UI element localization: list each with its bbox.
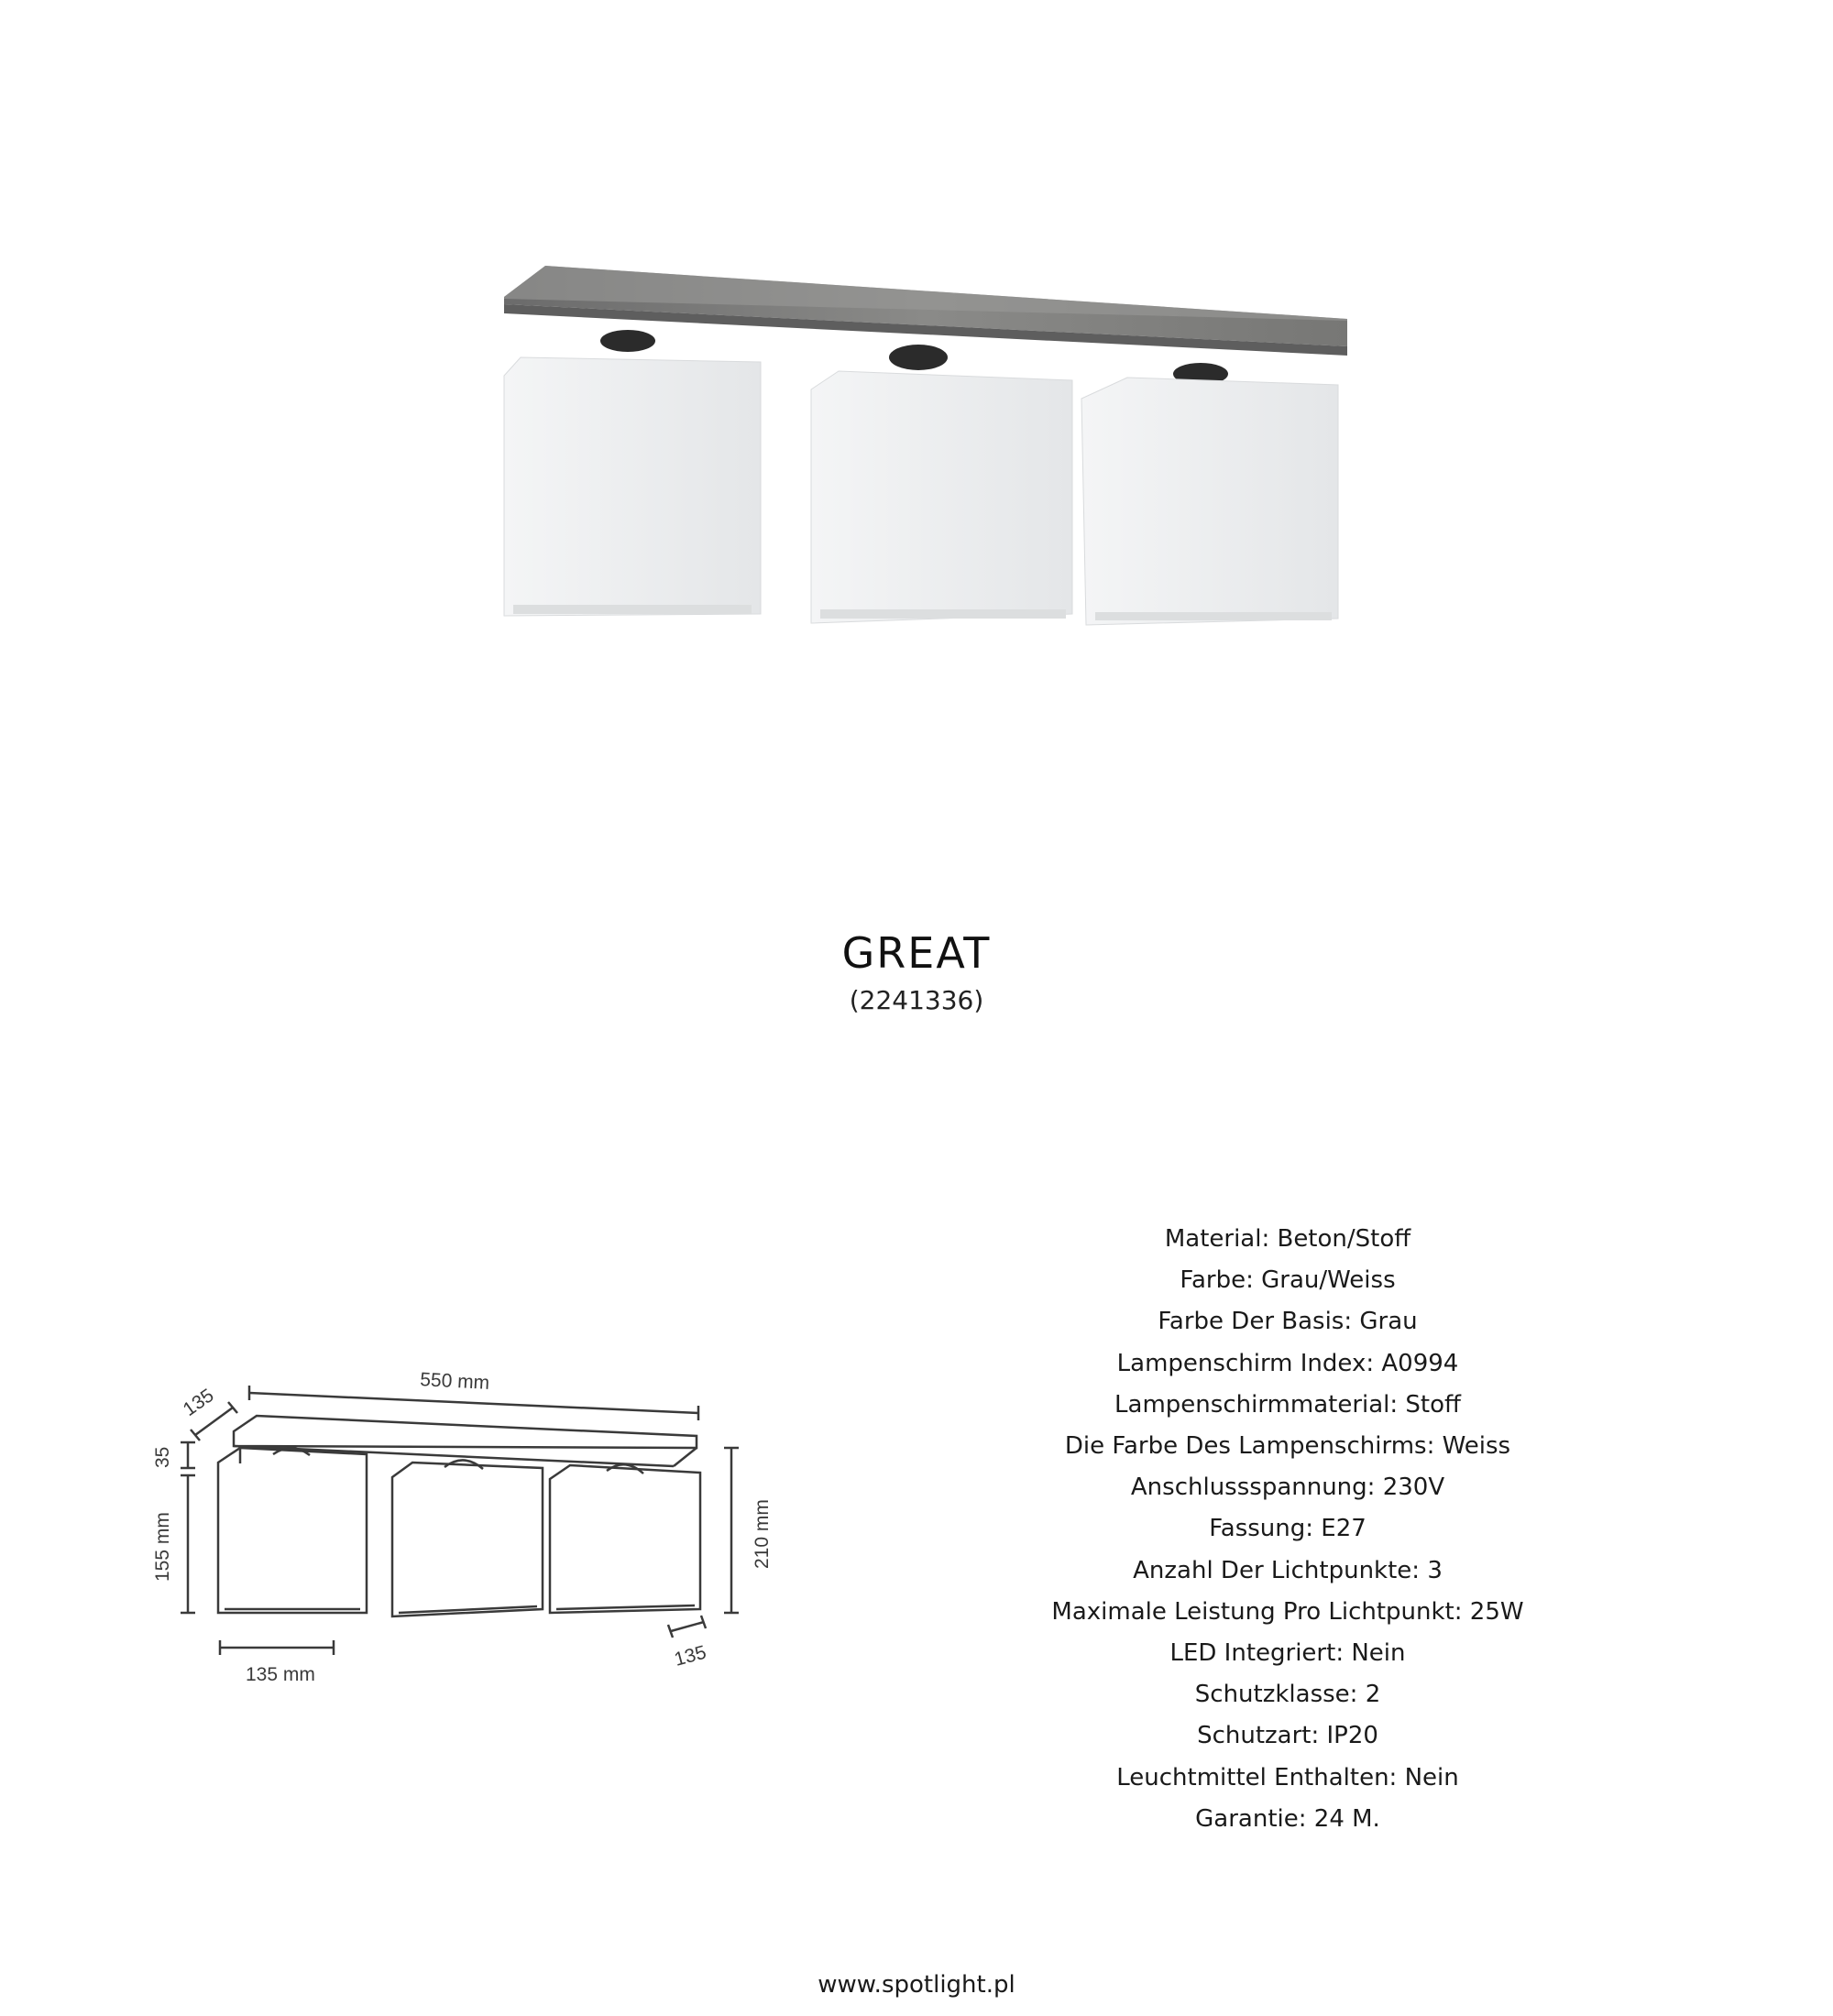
- spec-item: Schutzklasse: 2: [1194, 1681, 1381, 1709]
- product-name: GREAT: [841, 928, 992, 978]
- spec-item: Lampenschirmmaterial: Stoff: [1114, 1390, 1461, 1419]
- label-total-height: 210 mm: [752, 1499, 773, 1569]
- dimension-base-height: [181, 1442, 195, 1468]
- spec-item: LED Integriert: Nein: [1169, 1639, 1406, 1668]
- spec-item: Lampenschirm Index: A0994: [1116, 1349, 1459, 1377]
- shade-left: [504, 357, 761, 616]
- dimension-shade-height: [181, 1475, 195, 1613]
- spec-item: Material: Beton/Stoff: [1164, 1225, 1411, 1253]
- drawing-shade-right: [550, 1464, 700, 1613]
- dimension-total-height: [724, 1448, 739, 1613]
- spec-item: Schutzart: IP20: [1197, 1722, 1378, 1750]
- drawing-shade-left: [218, 1448, 367, 1613]
- spec-item: Leuchtmittel Enthalten: Nein: [1116, 1763, 1459, 1791]
- spec-item: Anschlussspannung: 230V: [1130, 1474, 1445, 1502]
- label-width: 550 mm: [419, 1369, 490, 1394]
- spec-item: Fassung: E27: [1209, 1515, 1367, 1543]
- shade-right: [1081, 378, 1338, 625]
- drawing-shade-middle: [392, 1460, 543, 1616]
- spec-item: Die Farbe Des Lampenschirms: Weiss: [1064, 1432, 1511, 1461]
- dimension-shade-width: [220, 1640, 334, 1655]
- socket-middle: [889, 345, 948, 370]
- label-shade-depth: 135: [672, 1641, 709, 1671]
- dimension-drawing: [137, 1356, 797, 1686]
- product-photo: [495, 257, 1347, 641]
- title-block: [0, 926, 1833, 1019]
- spec-item: Farbe: Grau/Weiss: [1180, 1266, 1396, 1295]
- spec-item: Anzahl Der Lichtpunkte: 3: [1133, 1556, 1443, 1584]
- spec-item: Garantie: 24 M.: [1195, 1804, 1380, 1833]
- label-shade-width: 135 mm: [246, 1664, 315, 1685]
- product-code: (2241336): [849, 985, 984, 1015]
- drawing-base: [234, 1416, 697, 1466]
- footer-website-link[interactable]: www.spotlight.pl: [818, 1971, 1015, 1999]
- label-shade-height: 155 mm: [152, 1512, 173, 1582]
- dimension-shade-depth: [668, 1616, 706, 1638]
- label-depth-top: 135: [179, 1385, 218, 1421]
- spec-item: Maximale Leistung Pro Lichtpunkt: 25W: [1051, 1597, 1524, 1626]
- label-base-height: 35: [152, 1446, 173, 1468]
- socket-left: [600, 330, 655, 352]
- shade-middle: [811, 371, 1072, 623]
- spec-list: [1013, 1219, 1563, 1840]
- spec-item: Farbe Der Basis: Grau: [1158, 1308, 1418, 1336]
